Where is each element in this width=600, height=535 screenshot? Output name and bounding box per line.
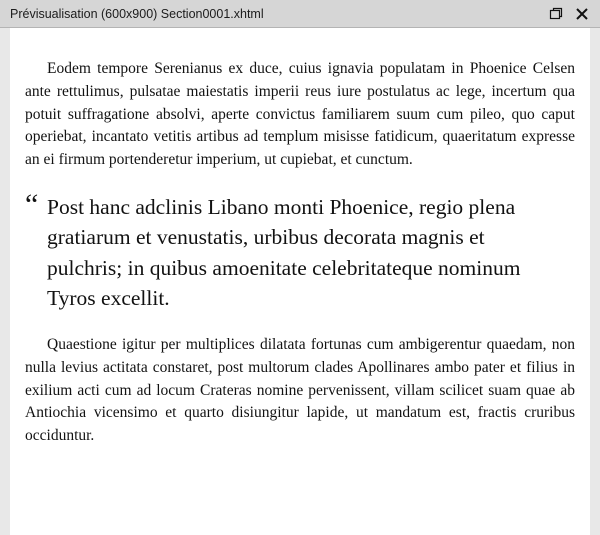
document-content [10, 28, 590, 535]
paragraph-1: Eodem tempore Serenianus ex duce, cuius ignavia populatam in Phoenice Celsen ante rettulimus, pulsatae maiestatis imperii reus iure postulatus ac lege, incertum qua potuit suffragatione absolvi, aperte convictus familiarem suum cum pileo, quo caput operiebat, incantato vetitis artibus ad templum misisse fatidicum, quaeritatum expresse an ei firmum portenderetur imperium, ut cupiebat, et cunctum. [25, 60, 575, 169]
window-controls [548, 6, 594, 22]
preview-body [0, 28, 600, 535]
restore-window-button[interactable] [548, 6, 564, 22]
paragraph-2: Quaestione igitur per multiplices dilatata fortunas cum ambigerentur quaedam, non nulla levius actitata constaret, post multorum clades Apollinares ambo pater et filius in exilium acti cum ad locum Crateras nomine pervenissent, villam scilicet suam quae ab Antiochia vicensimo et quarto disiungitur lapide, ut mandatum est, fractis cruribus occiduntur. [25, 335, 575, 445]
left-margin-strip [0, 28, 10, 535]
quote-mark-icon: “ [25, 187, 39, 221]
window-title: Prévisualisation (600x900) Section0001.xhtml [10, 6, 264, 21]
right-margin-strip [590, 28, 600, 535]
pull-quote-text: Post hanc adclinis Libano monti Phoenice, regio plena gratiarum et venustatis, urbibus decorata magnis et pulchris; in quibus amoenitate celebritateque nominum Tyros excellit. [47, 194, 521, 311]
close-window-button[interactable] [574, 6, 590, 22]
pull-quote [25, 187, 575, 314]
window-title-bar[interactable] [0, 0, 600, 28]
